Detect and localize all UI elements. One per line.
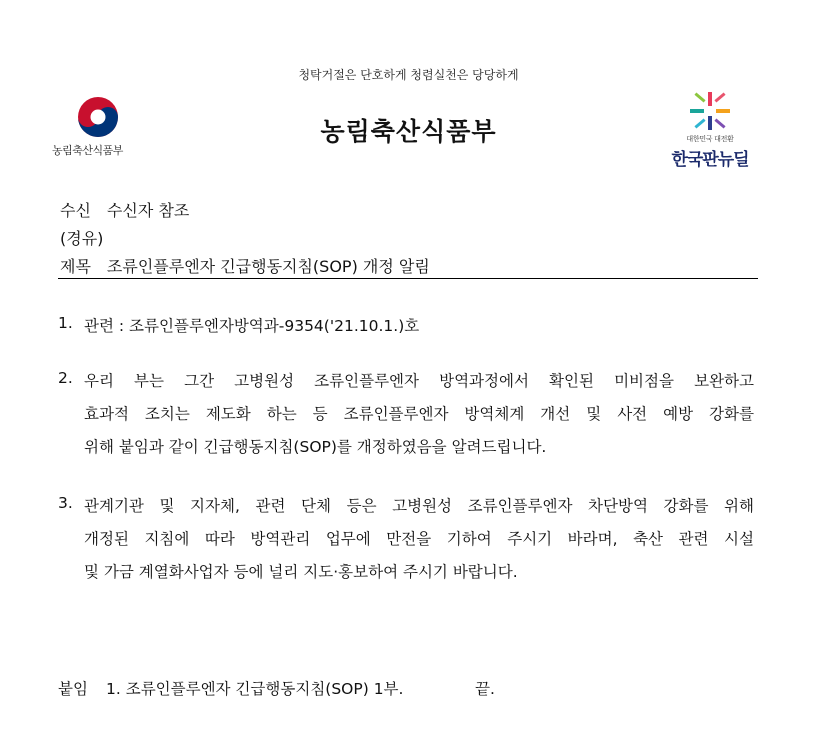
paragraph-number: 2. bbox=[58, 369, 73, 387]
paragraph-line: 개정된 지침에 따라 방역관리 업무에 만전을 기하여 주시기 바라며, 축산 관련 시설 bbox=[84, 530, 754, 548]
header-divider bbox=[58, 278, 758, 279]
newdeal-tagline: 대한민국 대전환 bbox=[686, 135, 734, 143]
subject-value: 조류인플루엔자 긴급행동지침(SOP) 개정 알림 bbox=[106, 257, 430, 276]
paragraph-line: 효과적 조치는 제도화 하는 등 조류인플루엔자 방역체계 개선 및 사전 예방 강화를 bbox=[84, 405, 754, 423]
paragraph-line: 우리 부는 그간 고병원성 조류인플루엔자 방역과정에서 확인된 미비점을 보완하고 bbox=[84, 372, 754, 390]
slogan: 청탁거절은 단호하게 청렴실천은 당당하게 bbox=[298, 68, 519, 82]
paragraph-number: 3. bbox=[58, 494, 73, 512]
via-line bbox=[60, 226, 103, 249]
recipient-value: 수신자 참조 bbox=[106, 201, 190, 220]
newdeal-logo bbox=[660, 92, 760, 170]
subject-label: 제목 bbox=[60, 257, 91, 276]
attachment-item: 1. 조류인플루엔자 긴급행동지침(SOP) 1부. bbox=[106, 680, 404, 698]
newdeal-title: 한국판뉴딜 bbox=[671, 150, 749, 170]
ministry-logo-text: 농림축산식품부 bbox=[52, 144, 123, 157]
paragraph-text: 관련 : 조류인플루엔자방역과-9354('21.10.1.)호 bbox=[84, 317, 420, 335]
newdeal-mark-icon bbox=[688, 92, 732, 132]
paragraph-line: 관계기관 및 지자체, 관련 단체 등은 고병원성 조류인플루엔자 차단방역 강화를 위해 bbox=[84, 497, 754, 515]
via-label: (경유) bbox=[60, 229, 104, 248]
attachment-end: 끝. bbox=[475, 680, 495, 698]
subject-line bbox=[60, 254, 430, 277]
recipient-line bbox=[60, 198, 189, 221]
recipient-label: 수신 bbox=[60, 201, 91, 220]
paragraph-number: 1. bbox=[58, 314, 73, 332]
attachment-label: 붙임 bbox=[58, 680, 88, 698]
org-name: 농림축산식품부 bbox=[320, 117, 497, 146]
paragraph-line: 위해 붙임과 같이 긴급행동지침(SOP)를 개정하였음을 알려드립니다. bbox=[84, 438, 547, 456]
paragraph-line: 및 가금 계열화사업자 등에 널리 지도·홍보하여 주시기 바랍니다. bbox=[84, 563, 518, 581]
